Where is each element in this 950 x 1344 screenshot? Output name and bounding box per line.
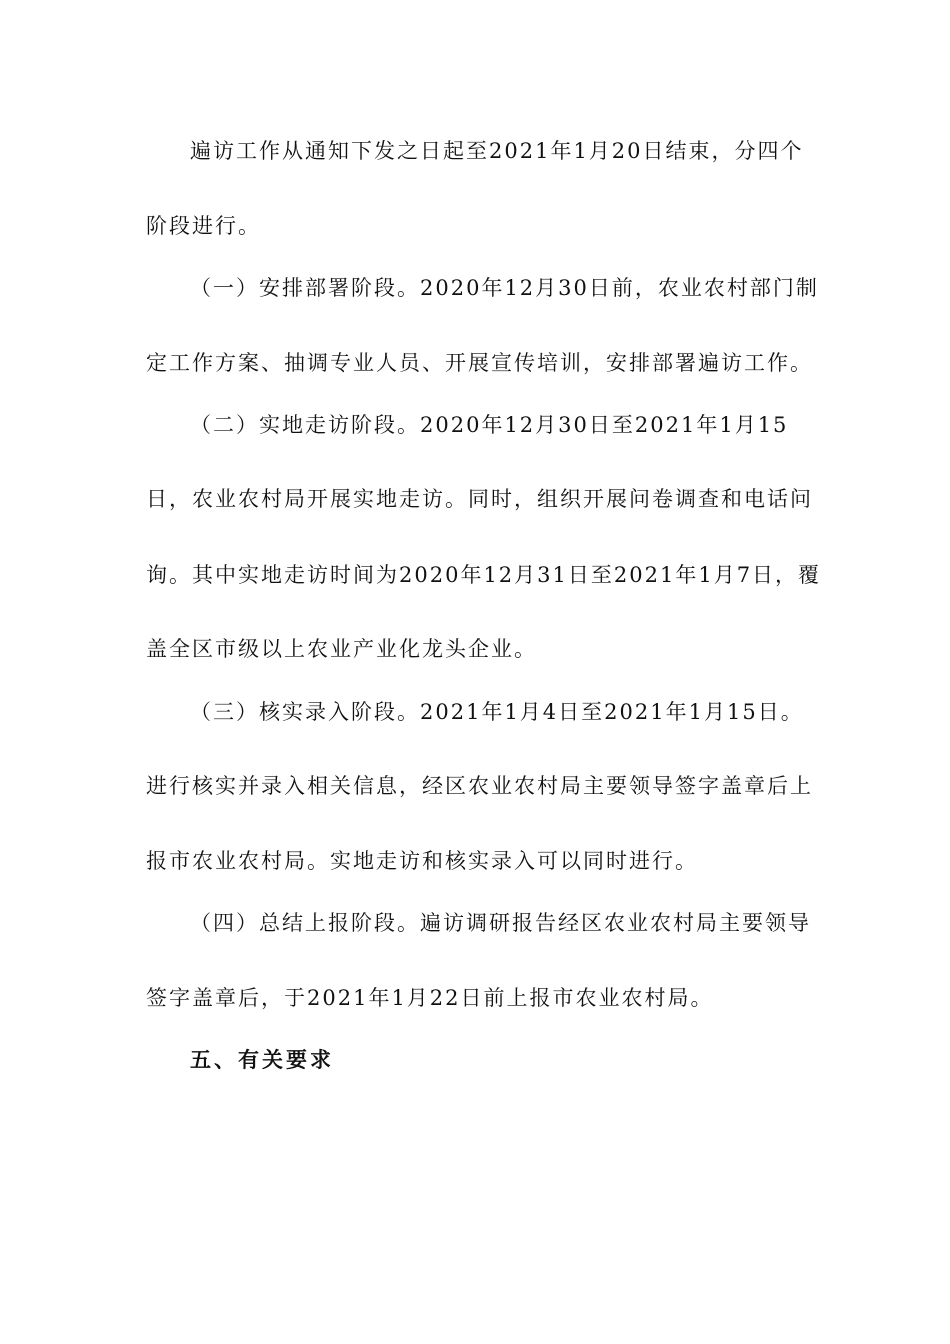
paragraph-4-line-3: 报市农业农村局。实地走访和核实录入可以同时进行。 [146,849,698,873]
paragraph-4-line-1: （三）核实录入阶段。2021年1月4日至2021年1月15日。 [190,700,804,724]
paragraph-2-line-2: 定工作方案、抽调专业人员、开展宣传培训，安排部署遍访工作。 [146,351,813,375]
paragraph-3-line-3: 询。其中实地走访时间为2020年12月31日至2021年1月7日，覆 [146,563,822,587]
paragraph-3-line-1: （二）实地走访阶段。2020年12月30日至2021年1月15 [190,413,789,437]
paragraph-3-line-2: 日，农业农村局开展实地走访。同时，组织开展问卷调查和电话问 [146,487,813,511]
paragraph-2-line-1: （一）安排部署阶段。2020年12月30日前，农业农村部门制 [190,276,819,300]
paragraph-4-line-2: 进行核实并录入相关信息，经区农业农村局主要领导签字盖章后上 [146,774,813,798]
paragraph-5-line-2: 签字盖章后，于2021年1月22日前上报市农业农村局。 [146,986,714,1010]
paragraph-3-line-4: 盖全区市级以上农业产业化龙头企业。 [146,637,537,661]
paragraph-1-line-1: 遍访工作从通知下发之日起至2021年1月20日结束，分四个 [190,139,804,163]
paragraph-5-line-1: （四）总结上报阶段。遍访调研报告经区农业农村局主要领导 [190,911,811,935]
paragraph-1-line-2: 阶段进行。 [146,214,261,238]
section-heading: 五、有关要求 [190,1048,334,1072]
